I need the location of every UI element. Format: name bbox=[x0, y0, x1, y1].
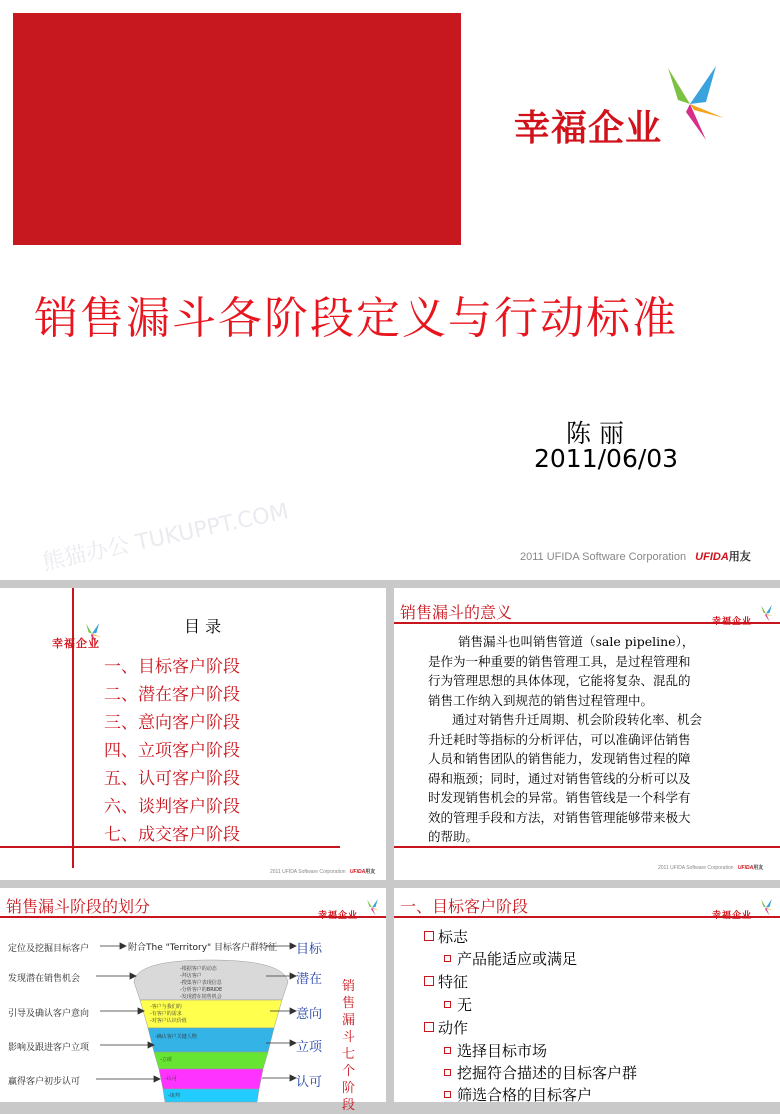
square-bullet-icon bbox=[444, 1069, 451, 1076]
section-heading-text: 动作 bbox=[438, 1019, 469, 1037]
body-line: 时发现销售机会的异常。销售管线是一个科学有 bbox=[428, 790, 691, 805]
body-line: 升迁耗时等指标的分析评估，可以准确评估销售 bbox=[428, 731, 691, 747]
stage-label: 目标 bbox=[296, 942, 323, 957]
logo-text: 幸福企业 bbox=[52, 637, 100, 650]
svg-text:-认可: -认可 bbox=[165, 1076, 177, 1082]
slide-target-stage bbox=[394, 888, 780, 1102]
section-item bbox=[444, 1084, 592, 1105]
body-line: 碍和瓶颈；同时，通过对销售管线的分析可以及 bbox=[428, 770, 691, 786]
square-bullet-icon bbox=[424, 976, 434, 986]
section-item bbox=[444, 1062, 637, 1083]
logo-text: 幸福企业 bbox=[712, 617, 753, 627]
svg-text:-确认客户关键人物: -确认客户关键人物 bbox=[155, 1034, 197, 1040]
svg-text:-拜访客户: -拜访客户 bbox=[180, 973, 202, 979]
svg-text:-分析客户的BRIDE: -分析客户的BRIDE bbox=[180, 987, 223, 993]
left-label: 影响及跟进客户立项 bbox=[8, 1043, 90, 1053]
footer bbox=[270, 868, 375, 875]
vertical-text bbox=[342, 978, 358, 1114]
footer bbox=[520, 548, 751, 564]
svg-text:-发现潜在销售机会: -发现潜在销售机会 bbox=[180, 994, 222, 1000]
pinwheel-icon bbox=[758, 604, 774, 622]
vertical-char: 阶 bbox=[342, 1081, 356, 1096]
logo bbox=[712, 604, 778, 626]
body-line: 行为管理思想的具体体现，它能将复杂、混乱的 bbox=[428, 673, 691, 688]
section-item-text: 选择目标市场 bbox=[457, 1042, 548, 1060]
logo-text: 幸福企业 bbox=[712, 911, 753, 921]
funnel-diagram bbox=[0, 888, 386, 1102]
svg-text:-搜集客户表现信息: -搜集客户表现信息 bbox=[180, 980, 222, 986]
left-label: 赢得客户初步认可 bbox=[8, 1077, 81, 1087]
section-item-text: 挖掘符合描述的目标客户群 bbox=[457, 1064, 638, 1082]
toc-item[interactable]: 三、意向客户阶段 bbox=[104, 713, 240, 733]
section-item bbox=[444, 948, 577, 969]
logo bbox=[712, 898, 778, 920]
body-line: 是作为一种重要的销售管理工具，是过程管理和 bbox=[428, 653, 691, 669]
stage-label: 意向 bbox=[296, 1007, 323, 1022]
slide-meaning bbox=[394, 588, 780, 880]
date: 2011/06/03 bbox=[534, 444, 679, 473]
svg-text:-对客户认识价值: -对客户认识价值 bbox=[150, 1018, 187, 1024]
footer-text: 2011 UFIDA Software Corporation bbox=[658, 865, 734, 871]
section-item-text: 筛选合格的目标客户 bbox=[457, 1086, 593, 1104]
svg-text:-有客户的需求: -有客户的需求 bbox=[150, 1011, 182, 1017]
body-line: 人员和销售团队的销售能力，发现销售过程的障 bbox=[428, 751, 691, 766]
vertical-char: 斗 bbox=[342, 1030, 356, 1045]
pinwheel-icon bbox=[758, 898, 774, 916]
footer-text: 2011 UFIDA Software Corporation bbox=[270, 869, 346, 875]
footer bbox=[658, 864, 763, 871]
body-line: 效的管理手段和方法，对销售管理能够带来极大 bbox=[428, 809, 691, 825]
pinwheel-icon bbox=[654, 62, 726, 142]
toc-item[interactable]: 五、认可客户阶段 bbox=[104, 769, 240, 789]
square-bullet-icon bbox=[444, 1047, 451, 1054]
square-bullet-icon bbox=[424, 1022, 434, 1032]
square-bullet-icon bbox=[444, 1001, 451, 1008]
body-line: 销售工作纳入到规范的销售过程管理中。 bbox=[428, 692, 654, 708]
vertical-char: 段 bbox=[342, 1098, 356, 1113]
funnel-layer bbox=[148, 1028, 274, 1052]
section-item bbox=[444, 994, 472, 1015]
stage-label: 认可 bbox=[296, 1075, 323, 1090]
toc-item[interactable]: 二、潜在客户阶段 bbox=[104, 685, 240, 705]
territory-text: 附合The "Territory" 目标客户群特征 bbox=[128, 943, 278, 953]
stage-label: 立项 bbox=[296, 1040, 323, 1055]
square-bullet-icon bbox=[424, 931, 434, 941]
section-item bbox=[444, 1040, 547, 1061]
vertical-char: 销 bbox=[342, 979, 356, 994]
vertical-char: 七 bbox=[342, 1047, 356, 1062]
section-item-text: 无 bbox=[457, 996, 473, 1014]
body-line: 通过对销售升迁周期、机会阶段转化率、机会 bbox=[452, 712, 703, 727]
section-heading-text: 特征 bbox=[438, 973, 469, 991]
stage-label: 潜在 bbox=[296, 972, 323, 987]
toc-item[interactable]: 六、谈判客户阶段 bbox=[104, 797, 240, 817]
logo-text: 幸福企业 bbox=[514, 108, 663, 149]
toc-item[interactable]: 一、目标客户阶段 bbox=[104, 657, 240, 677]
left-label: 定位及挖掘目标客户 bbox=[8, 944, 90, 954]
meaning-body bbox=[428, 632, 702, 847]
section-item-text: 产品能适应或满足 bbox=[457, 950, 578, 968]
svg-text:-客户与我们的: -客户与我们的 bbox=[150, 1004, 182, 1010]
left-label: 发现潜在销售机会 bbox=[8, 974, 81, 984]
footer-brand-cn: 用友 bbox=[365, 869, 376, 875]
footer-brand-cn: 用友 bbox=[753, 865, 764, 871]
footer-brand: UFIDA bbox=[737, 865, 754, 871]
toc-item[interactable]: 四、立项客户阶段 bbox=[104, 741, 240, 761]
logo bbox=[20, 622, 100, 648]
toc-item[interactable]: 七、成交客户阶段 bbox=[104, 825, 240, 845]
red-banner bbox=[13, 13, 461, 245]
body-line: 的帮助。 bbox=[428, 829, 479, 844]
section-heading bbox=[424, 926, 468, 947]
slide-funnel bbox=[0, 888, 386, 1113]
footer-brand-cn: 用友 bbox=[728, 551, 751, 563]
vertical-char: 漏 bbox=[342, 1013, 356, 1028]
footer-brand: UFIDA bbox=[695, 551, 729, 563]
slide-heading: 销售漏斗的意义 bbox=[400, 603, 513, 622]
slide-heading: 一、目标客户阶段 bbox=[400, 897, 529, 916]
slide-toc bbox=[0, 588, 386, 880]
svg-text:-根据客户的动态: -根据客户的动态 bbox=[180, 966, 217, 972]
author: 陈 丽 bbox=[566, 419, 624, 448]
vertical-char: 售 bbox=[342, 996, 356, 1011]
square-bullet-icon bbox=[444, 1091, 451, 1098]
logo-text: 幸福企业 bbox=[318, 911, 359, 921]
toc-title: 目 录 bbox=[184, 617, 222, 636]
svg-text:-立项: -立项 bbox=[160, 1057, 172, 1063]
left-label: 引导及确认客户意向 bbox=[8, 1009, 90, 1019]
section-heading bbox=[424, 1017, 468, 1038]
section-heading-text: 标志 bbox=[438, 928, 469, 946]
red-bottom-line bbox=[394, 846, 780, 848]
page-title: 销售漏斗各阶段定义与行动标准 bbox=[34, 293, 678, 344]
slide-heading: 销售漏斗阶段的划分 bbox=[6, 897, 151, 916]
footer-text: 2011 UFIDA Software Corporation bbox=[520, 551, 687, 563]
svg-text:-谈判: -谈判 bbox=[168, 1093, 180, 1099]
logo bbox=[514, 62, 724, 152]
vertical-char: 个 bbox=[342, 1064, 356, 1079]
section-heading bbox=[424, 971, 468, 992]
body-line: 销售漏斗也叫销售管道（sale pipeline）， bbox=[458, 634, 695, 649]
footer-brand: UFIDA bbox=[349, 869, 366, 875]
square-bullet-icon bbox=[444, 955, 451, 962]
watermark: 熊猫办公 TUKUPPT.COM bbox=[40, 499, 291, 576]
red-hline bbox=[0, 846, 340, 848]
